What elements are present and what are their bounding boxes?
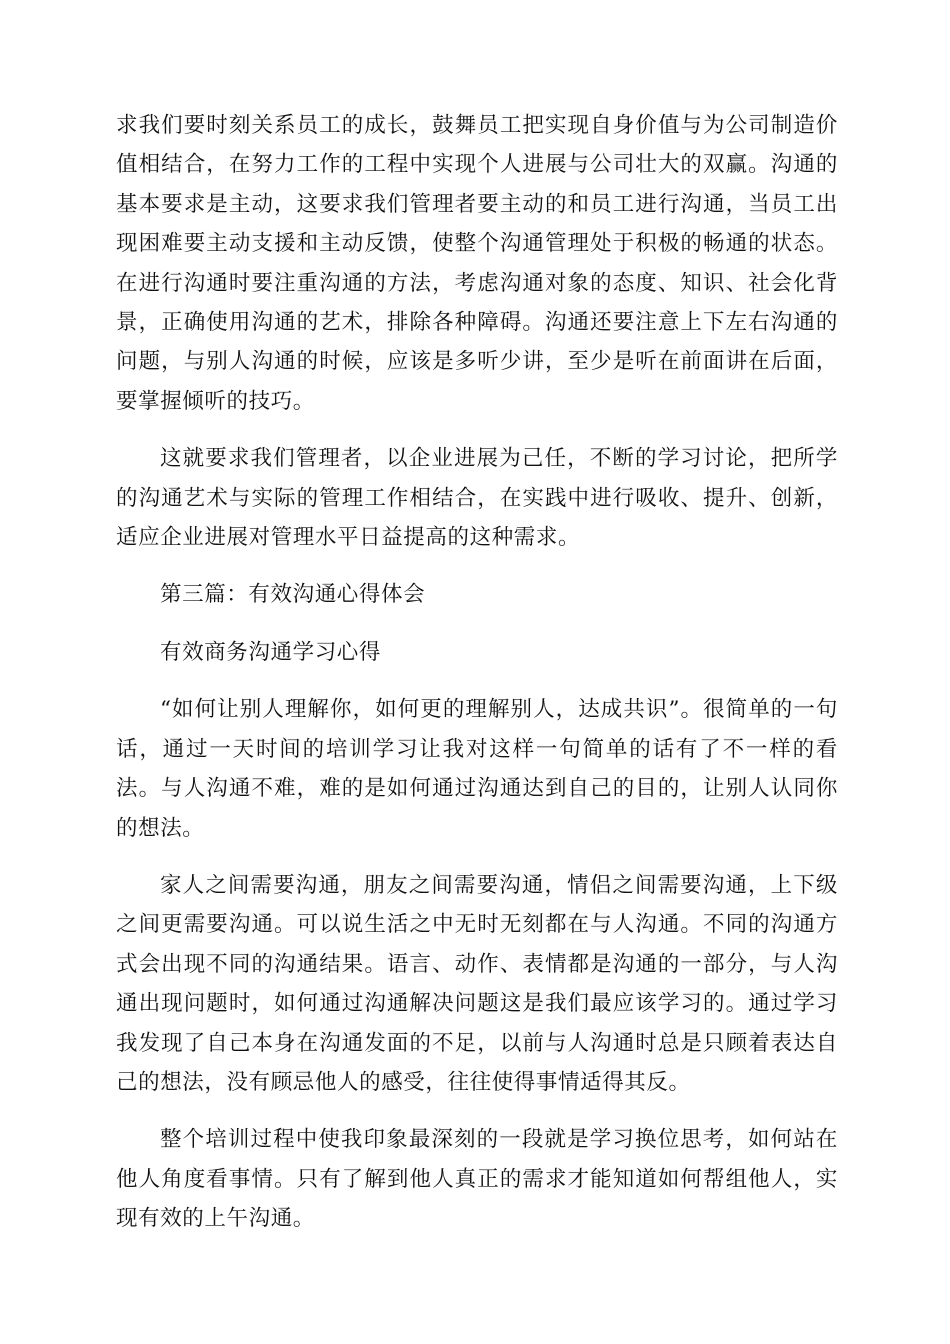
document-body xyxy=(116,106,838,1257)
section-title: 第三篇：有效沟通心得体会 xyxy=(160,582,426,608)
paragraph-quote: “如何让别人理解你，如何更的理解别人，达成共识”。很简单的一句话，通过一天时间的培训学习让我对这样一句简单的话有了不一样的看法。与人沟通不难，难的是如何通过沟通达到自己的目的，让别人认同你的想法。 xyxy=(116,697,838,841)
paragraph-body: 这就要求我们管理者，以企业进展为己任，不断的学习讨论，把所学的沟通艺术与实际的管理工作相结合，在实践中进行吸收、提升、创新，适应企业进展对管理水平日益提高的这种需求。 xyxy=(116,446,838,551)
paragraph-body: 整个培训过程中使我印象最深刻的一段就是学习换位思考，如何站在他人角度看事情。只有了解到他人真正的需求才能知道如何帮组他人，实现有效的上午沟通。 xyxy=(116,1127,838,1232)
paragraph-body: 家人之间需要沟通，朋友之间需要沟通，情侣之间需要沟通，上下级之间更需要沟通。可以说生活之中无时无刻都在与人沟通。不同的沟通方式会出现不同的沟通结果。语言、动作、表情都是沟通的一部分，与人沟通出现问题时，如何通过沟通解决问题这是我们最应该学习的。通过学习我发现了自己本身在沟通发面的不足，以前与人沟通时总是只顾着表达自己的想法，没有顾忌他人的感受，往往使得事情适得其反。 xyxy=(116,872,838,1095)
paragraph-continuation: 求我们要时刻关系员工的成长，鼓舞员工把实现自身价值与为公司制造价值相结合，在努力工作的工程中实现个人进展与公司壮大的双赢。沟通的基本要求是主动，这要求我们管理者要主动的和员工进行沟通，当员工出现困难要主动支援和主动反馈，使整个沟通管理处于积极的畅通的状态。在进行沟通时要注重沟通的方法，考虑沟通对象的态度、知识、社会化背景，正确使用沟通的艺术，排除各种障碍。沟通还要注意上下左右沟通的问题，与别人沟通的时候，应该是多听少讲，至少是听在前面讲在后面，要掌握倾听的技巧。 xyxy=(116,113,838,414)
section-subtitle: 有效商务沟通学习心得 xyxy=(160,639,382,665)
